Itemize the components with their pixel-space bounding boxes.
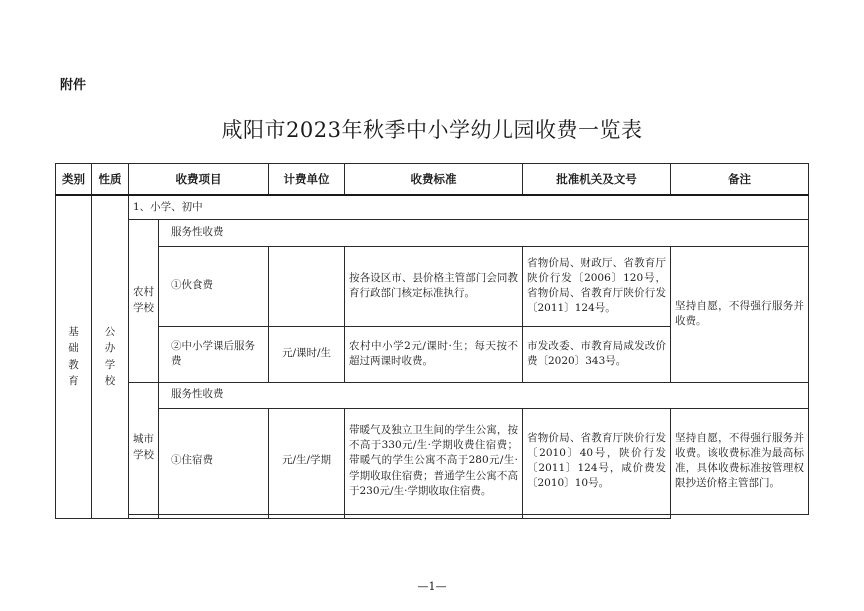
urban-remark: 坚持自愿，不得强行服务并收费。该收费标准为最高标准，具体收费标准按管理权限抄送价格主管部门。 bbox=[671, 408, 809, 514]
header-nature: 性质 bbox=[92, 164, 129, 196]
table-row bbox=[56, 195, 809, 219]
category-text: 基础教育 bbox=[68, 326, 79, 388]
fee-table bbox=[55, 163, 809, 519]
page-title: 咸阳市2023年秋季中小学幼儿园收费一览表 bbox=[221, 118, 643, 142]
table-row bbox=[56, 219, 809, 246]
category-cell bbox=[56, 195, 92, 518]
rural-school-cell bbox=[129, 219, 159, 382]
header-remark: 备注 bbox=[671, 164, 809, 196]
table-row bbox=[56, 246, 809, 326]
header-unit: 计费单位 bbox=[269, 164, 345, 196]
rural-remark: 坚持自愿，不得强行服务并收费。 bbox=[671, 246, 809, 382]
header-standard: 收费标准 bbox=[345, 164, 523, 196]
nature-cell bbox=[92, 195, 129, 518]
nature-text: 公办学校 bbox=[104, 326, 116, 388]
rural-item-2-name: ②中小学课后服务费 bbox=[159, 326, 269, 382]
table-row-continuation bbox=[56, 514, 809, 518]
urban-school-label: 城市学校 bbox=[133, 433, 154, 461]
table-row bbox=[56, 382, 809, 408]
table-header-row bbox=[56, 164, 809, 196]
table-row bbox=[56, 408, 809, 514]
attachment-label: 附件 bbox=[60, 78, 87, 93]
rural-school-label: 农村学校 bbox=[133, 285, 154, 314]
urban-group-heading: 服务性收费 bbox=[159, 382, 809, 408]
header-fee-item: 收费项目 bbox=[129, 164, 269, 196]
rural-item-1-unit bbox=[269, 246, 345, 326]
urban-school-cell bbox=[129, 382, 159, 514]
urban-item-1-approval: 省物价局、省教育厅陕价行发〔2010〕40号，陕价行发〔2011〕124号，咸价费发〔2010〕10号。 bbox=[523, 408, 671, 514]
page-number: —1— bbox=[417, 580, 447, 593]
rural-item-1-standard: 按各设区市、县价格主管部门会同教育行政部门核定标准执行。 bbox=[345, 246, 523, 326]
header-approval: 批准机关及文号 bbox=[523, 164, 671, 196]
urban-item-1-name: ①住宿费 bbox=[159, 408, 269, 514]
rural-item-2-unit: 元/课时/生 bbox=[269, 326, 345, 382]
rural-item-2-approval: 市发改委、市教育局咸发改价费〔2020〕343号。 bbox=[523, 326, 671, 382]
rural-item-1-approval: 省物价局、财政厅、省教育厅陕价行发〔2006〕120号，省物价局、省教育厅陕价行发〔2011〕124号。 bbox=[523, 246, 671, 326]
urban-item-1-unit: 元/生/学期 bbox=[269, 408, 345, 514]
rural-group-heading: 服务性收费 bbox=[159, 219, 809, 246]
rural-item-1-name: ①伙食费 bbox=[159, 246, 269, 326]
urban-item-1-standard: 带暖气及独立卫生间的学生公寓，按不高于330元/生·学期收费住宿费；带暖气的学生公寓不高于280元/生·学期收取住宿费；普通学生公寓不高于230元/生·学期收取住宿费。 bbox=[345, 408, 523, 514]
rural-item-2-standard: 农村中小学2元/课时·生；每天按不超过两课时收费。 bbox=[345, 326, 523, 382]
header-category: 类别 bbox=[56, 164, 92, 196]
section-heading: 1、小学、初中 bbox=[129, 195, 809, 219]
